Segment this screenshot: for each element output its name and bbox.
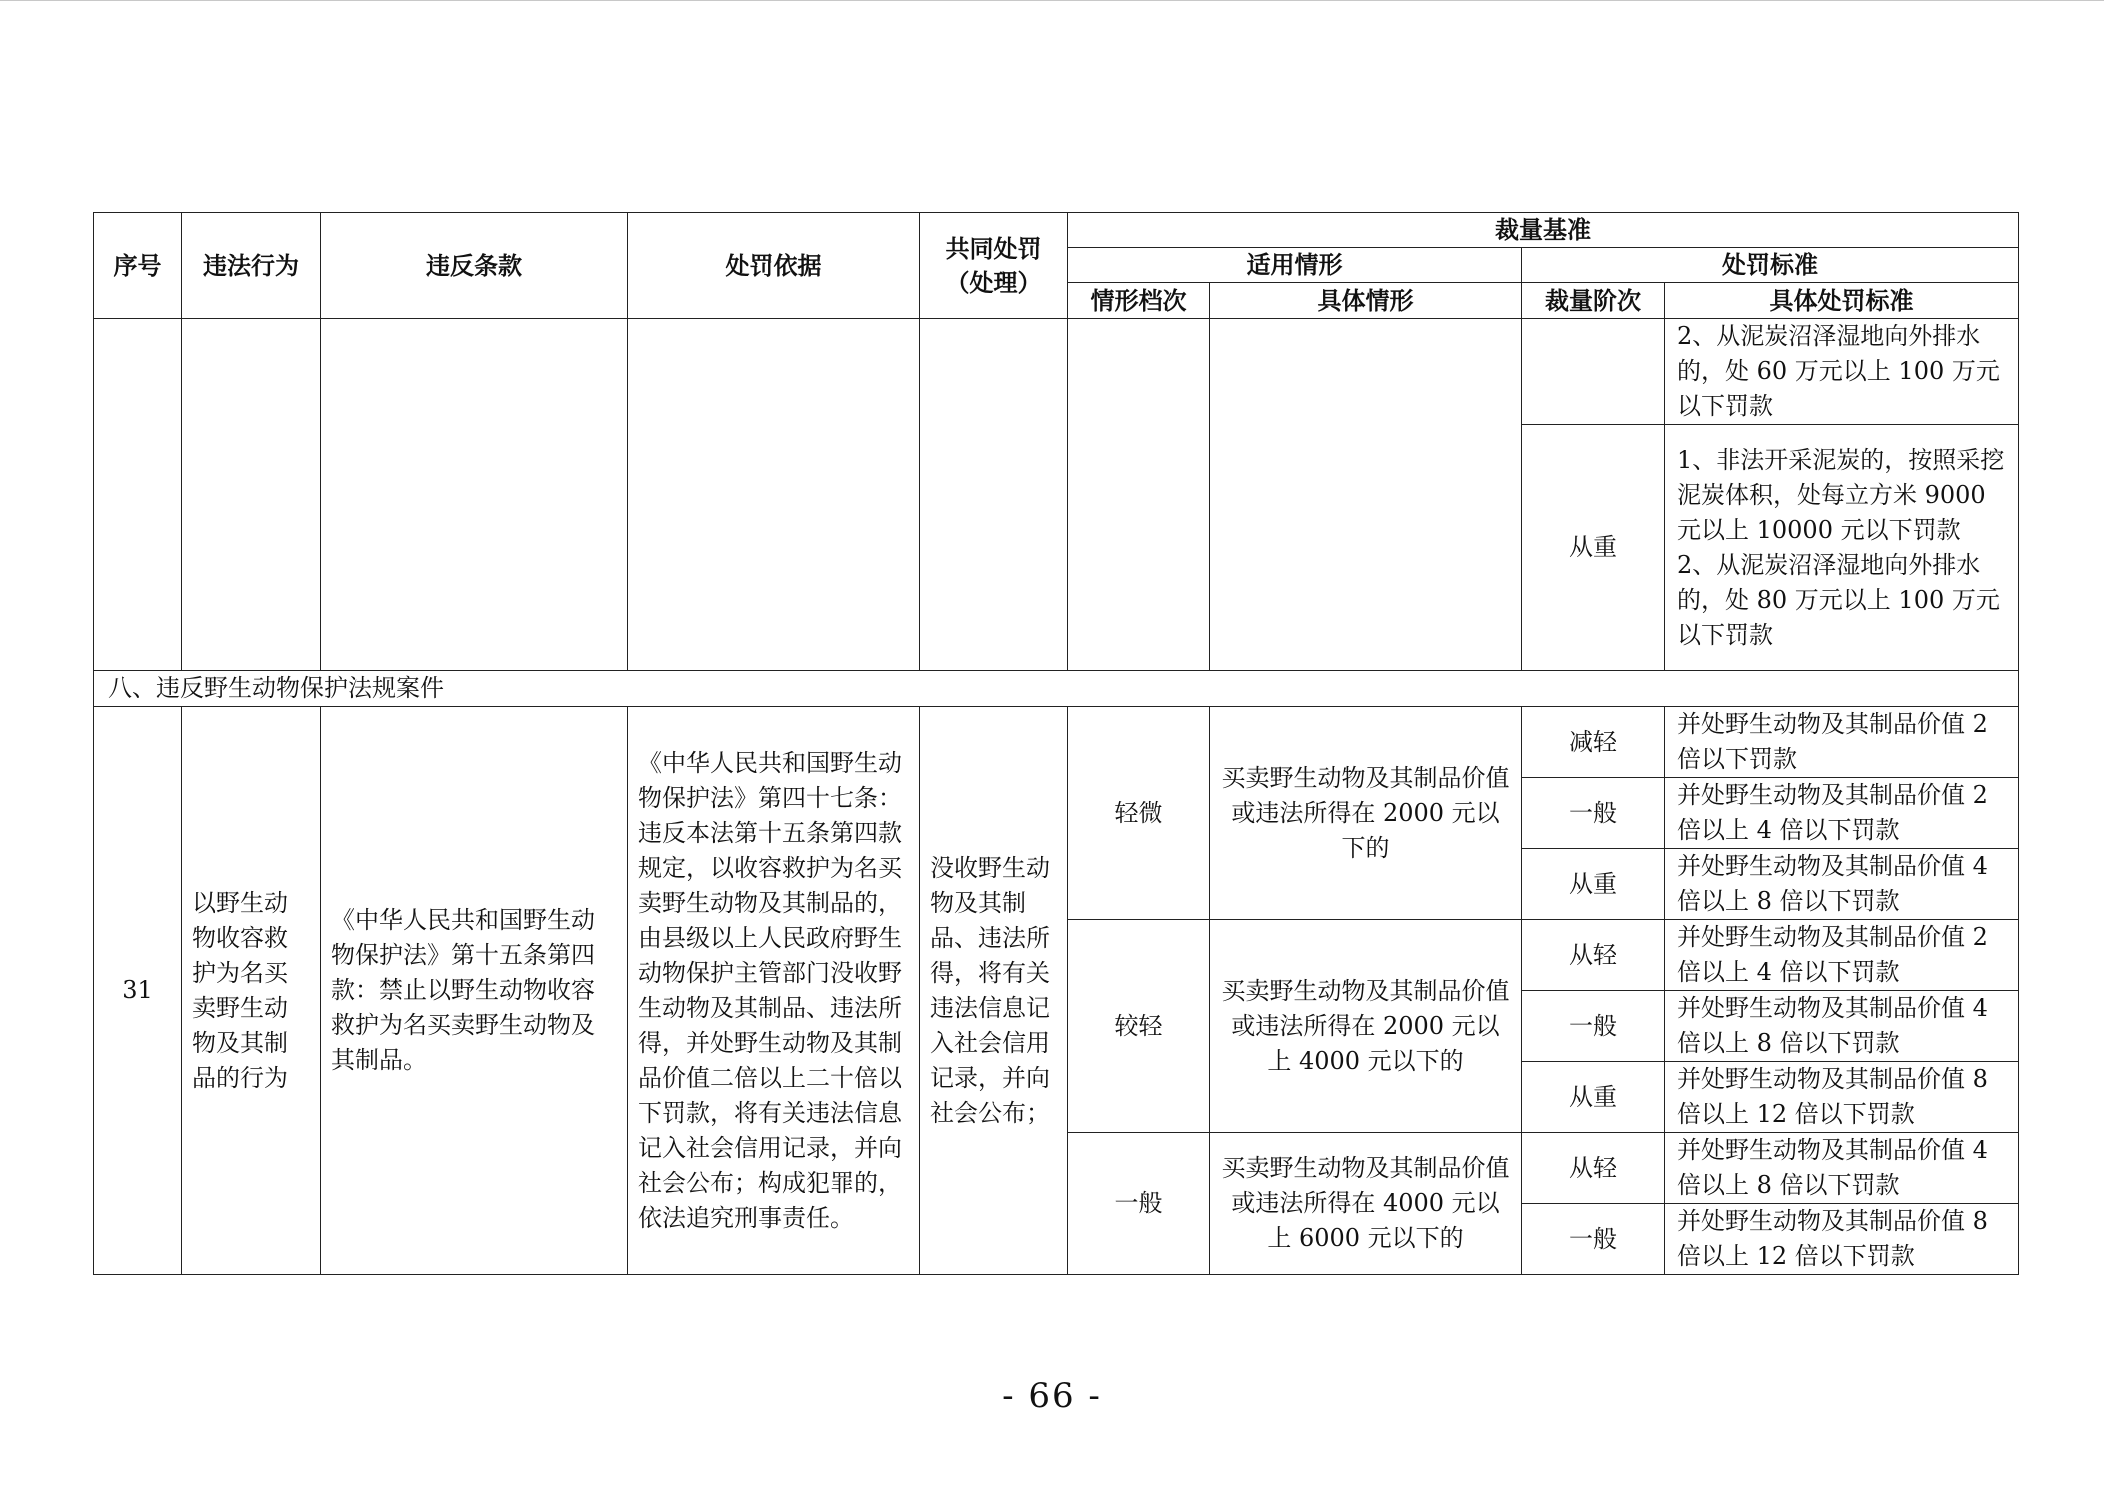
- standard-3-2: 并处野生动物及其制品价值 8 倍以上 12 倍以下罚款: [1665, 1204, 2019, 1275]
- header-level: 情形档次: [1068, 283, 1210, 319]
- header-applicable: 适用情形: [1068, 248, 1522, 283]
- table-row: [94, 707, 2019, 778]
- header-discretion: 裁量基准: [1068, 213, 2019, 248]
- header-behavior: 违法行为: [182, 213, 321, 319]
- standard-1-2: 并处野生动物及其制品价值 2 倍以上 4 倍以下罚款: [1665, 778, 2019, 849]
- situation-3: 买卖野生动物及其制品价值或违法所得在 4000 元以上 6000 元以下的: [1210, 1133, 1522, 1275]
- situation-2: 买卖野生动物及其制品价值或违法所得在 2000 元以上 4000 元以下的: [1210, 920, 1522, 1133]
- case-seq: 31: [94, 707, 182, 1275]
- stage-1-1: 减轻: [1522, 707, 1665, 778]
- stage-2-3: 从重: [1522, 1062, 1665, 1133]
- cont-standard-2: 1、非法开采泥炭的，按照采挖泥炭体积，处每立方米 9000 元以上 10000 元以下罚款 2、从泥炭沼泽湿地向外排水的，处 80 万元以上 100 万元以下罚款: [1665, 425, 2019, 671]
- stage-3-1: 从轻: [1522, 1133, 1665, 1204]
- standard-2-3: 并处野生动物及其制品价值 8 倍以上 12 倍以下罚款: [1665, 1062, 2019, 1133]
- stage-2-2: 一般: [1522, 991, 1665, 1062]
- header-clause: 违反条款: [321, 213, 628, 319]
- header-penalty-standard: 处罚标准: [1522, 248, 2019, 283]
- header-stage: 裁量阶次: [1522, 283, 1665, 319]
- section-title: 八、违反野生动物保护法规案件: [94, 671, 2019, 707]
- cont-clause-cell: [321, 319, 628, 671]
- header-situation: 具体情形: [1210, 283, 1522, 319]
- penalty-discretion-table: [93, 212, 2019, 1275]
- case-basis: 《中华人民共和国野生动物保护法》第四十七条：违反本法第十五条第四款规定，以收容救护为名买卖野生动物及其制品的，由县级以上人民政府野生动物保护主管部门没收野生动物及其制品、违法所得，并处野生动物及其制品价值二倍以上二十倍以下罚款，将有关违法信息记入社会信用记录，并向社会公布；构成犯罪的，依法追究刑事责任。: [628, 707, 920, 1275]
- case-clause: 《中华人民共和国野生动物保护法》第十五条第四款：禁止以野生动物收容救护为名买卖野生动物及其制品。: [321, 707, 628, 1275]
- cont-stage-1: [1522, 319, 1665, 425]
- section-row: [94, 671, 2019, 707]
- standard-2-2: 并处野生动物及其制品价值 4 倍以上 8 倍以下罚款: [1665, 991, 2019, 1062]
- cont-behavior-cell: [182, 319, 321, 671]
- page-top-rule: [0, 0, 2104, 1]
- standard-1-1: 并处野生动物及其制品价值 2 倍以下罚款: [1665, 707, 2019, 778]
- stage-1-2: 一般: [1522, 778, 1665, 849]
- header-detail: 具体处罚标准: [1665, 283, 2019, 319]
- cont-situation-cell: [1210, 319, 1522, 671]
- table-row: [94, 319, 2019, 425]
- cont-seq-cell: [94, 319, 182, 671]
- stage-2-1: 从轻: [1522, 920, 1665, 991]
- header-common-penalty: 共同处罚 （处理）: [920, 213, 1068, 319]
- level-2: 较轻: [1068, 920, 1210, 1133]
- stage-3-2: 一般: [1522, 1204, 1665, 1275]
- case-common-penalty: 没收野生动物及其制品、违法所得，将有关违法信息记入社会信用记录，并向社会公布；: [920, 707, 1068, 1275]
- cont-level-cell: [1068, 319, 1210, 671]
- standard-1-3: 并处野生动物及其制品价值 4 倍以上 8 倍以下罚款: [1665, 849, 2019, 920]
- cont-basis-cell: [628, 319, 920, 671]
- header-seq: 序号: [94, 213, 182, 319]
- level-3: 一般: [1068, 1133, 1210, 1275]
- page-number: - 66 -: [1002, 1376, 1102, 1416]
- cont-standard-1: 2、从泥炭沼泽湿地向外排水的，处 60 万元以上 100 万元以下罚款: [1665, 319, 2019, 425]
- standard-3-1: 并处野生动物及其制品价值 4 倍以上 8 倍以下罚款: [1665, 1133, 2019, 1204]
- situation-1: 买卖野生动物及其制品价值或违法所得在 2000 元以下的: [1210, 707, 1522, 920]
- case-behavior: 以野生动物收容救护为名买卖野生动物及其制品的行为: [182, 707, 321, 1275]
- cont-stage-2: 从重: [1522, 425, 1665, 671]
- header-basis: 处罚依据: [628, 213, 920, 319]
- level-1: 轻微: [1068, 707, 1210, 920]
- stage-1-3: 从重: [1522, 849, 1665, 920]
- standard-2-1: 并处野生动物及其制品价值 2 倍以上 4 倍以下罚款: [1665, 920, 2019, 991]
- cont-common-cell: [920, 319, 1068, 671]
